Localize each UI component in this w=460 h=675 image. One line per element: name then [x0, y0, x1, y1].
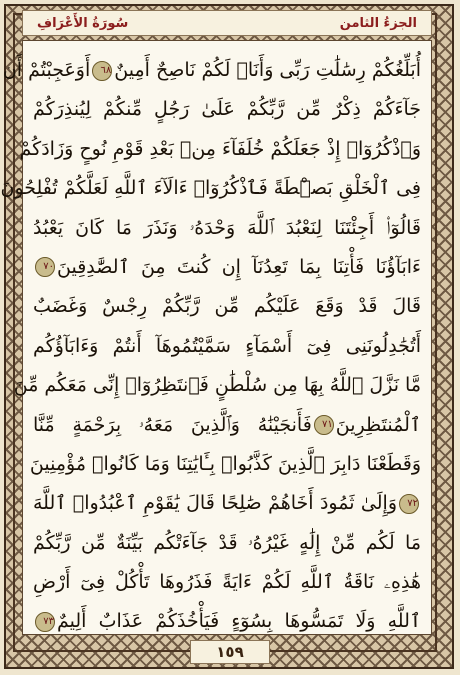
verse-line — [33, 248, 421, 287]
verse-line — [33, 602, 421, 641]
verse-text: قَالَ قَدْ وَقَعَ عَلَيْكُم مِّن رَّبِّكُمْ رِجْسٌ وَغَضَبٌ — [33, 295, 421, 318]
verse-line — [2, 51, 421, 90]
verse-line — [33, 484, 421, 523]
page-header — [22, 10, 432, 36]
verse-line — [13, 366, 421, 405]
verse-text: أَتُجَٰدِلُونَنِى فِىٓ أَسْمَآءٍ سَمَّيْتُمُوهَآ أَنتُمْ وَءَابَآؤُكُم — [33, 334, 421, 357]
verse-text: فِى ٱلْخَلْقِ بَصْۜطَةً فَٱذْكُرُوٓا۟ ءَالَآءَ ٱللَّهِ لَعَلَّكُمْ تُفْلِحُونَ — [0, 177, 421, 200]
verse-text: ٱلْمُنتَظِرِينَ — [335, 413, 421, 436]
ayah-number-marker: ٧٣ — [35, 612, 55, 632]
verse-line — [33, 524, 421, 563]
verse-line — [29, 445, 421, 484]
verse-text: وَإِلَىٰ ثَمُودَ أَخَاهُمْ صَٰلِحًا قَالَ يَٰقَوْمِ ٱعْبُدُوا۟ ٱللَّهَ — [33, 492, 397, 515]
ayah-number-marker: ٧٢ — [399, 494, 419, 514]
surah-label: سُورَةُ الأَعْرَافِ — [37, 15, 129, 31]
verse-text: هَٰذِهِۦ نَاقَةُ ٱللَّهِ لَكُمْ ءَايَةً فَذَرُوهَا تَأْكُلْ فِىٓ أَرْضِ — [33, 571, 421, 594]
ayah-number-marker: ٧١ — [314, 415, 334, 435]
verse-line — [33, 563, 421, 602]
verse-text: مَا لَكُم مِّنْ إِلَٰهٍ غَيْرُهُۥ قَدْ جَآءَتْكُم بَيِّنَةٌ مِّن رَّبِّكُمْ — [33, 531, 421, 554]
verse-line — [33, 327, 421, 366]
page-number: ١٥٩ — [190, 640, 270, 664]
verse-line — [0, 169, 421, 208]
verse-line — [33, 209, 421, 248]
ayah-number-marker: ٧٠ — [35, 257, 55, 277]
verse-line — [33, 406, 421, 445]
juz-label: الجزءُ الثامن — [339, 15, 417, 31]
verse-text: ٱللَّهِ وَلَا تَمَسُّوهَا بِسُوٓءٍ فَيَأْخُذَكُمْ عَذَابٌ أَلِيمٌ — [57, 610, 421, 633]
verse-text: وَقَطَعْنَا دَابِرَ ٱلَّذِينَ كَذَّبُوا۟ بِـَٔايَٰتِنَا وَمَا كَانُوا۟ مُؤْمِنِينَ — [29, 452, 421, 475]
verse-text: فَأَنجَيْنَٰهُ وَٱلَّذِينَ مَعَهُۥ بِرَحْمَةٍ مِّنَّا — [33, 413, 312, 436]
verse-text: وَٱذْكُرُوٓا۟ إِذْ جَعَلَكُمْ خُلَفَآءَ مِنۢ بَعْدِ قَوْمِ نُوحٍ وَزَادَكُمْ — [19, 137, 421, 160]
verse-text: مَّا نَزَّلَ ٱللَّهُ بِهَا مِن سُلْطَٰنٍ فَٱنتَظِرُوٓا۟ إِنِّى مَعَكُم مِّنَ — [13, 374, 421, 397]
verse-line — [33, 287, 421, 326]
verse-text: ءَابَآؤُنَا فَأْتِنَا بِمَا تَعِدُنَآ إِن كُنتَ مِنَ ٱلصَّٰدِقِينَ — [57, 255, 421, 278]
verse-line — [19, 130, 421, 169]
verse-text: أَوَعَجِبْتُمْ أَن — [2, 59, 91, 81]
ayah-number-marker: ٦٨ — [92, 61, 112, 81]
verse-text: أُبَلِّغُكُمْ رِسَٰلَٰتِ رَبِّى وَأَنَا۠ لَكُمْ نَاصِحٌ أَمِينٌ — [114, 59, 421, 81]
verse-lines — [0, 51, 421, 642]
verse-line — [33, 90, 421, 129]
text-panel — [0, 40, 432, 635]
verse-text: جَآءَكُمْ ذِكْرٌ مِّن رَّبِّكُمْ عَلَىٰ رَجُلٍ مِّنكُمْ لِيُنذِرَكُمْ — [33, 98, 421, 121]
verse-text: قَالُوٓا۟ أَجِئْتَنَا لِنَعْبُدَ ٱللَّهَ وَحْدَهُۥ وَنَذَرَ مَا كَانَ يَعْبُدُ — [33, 216, 421, 239]
